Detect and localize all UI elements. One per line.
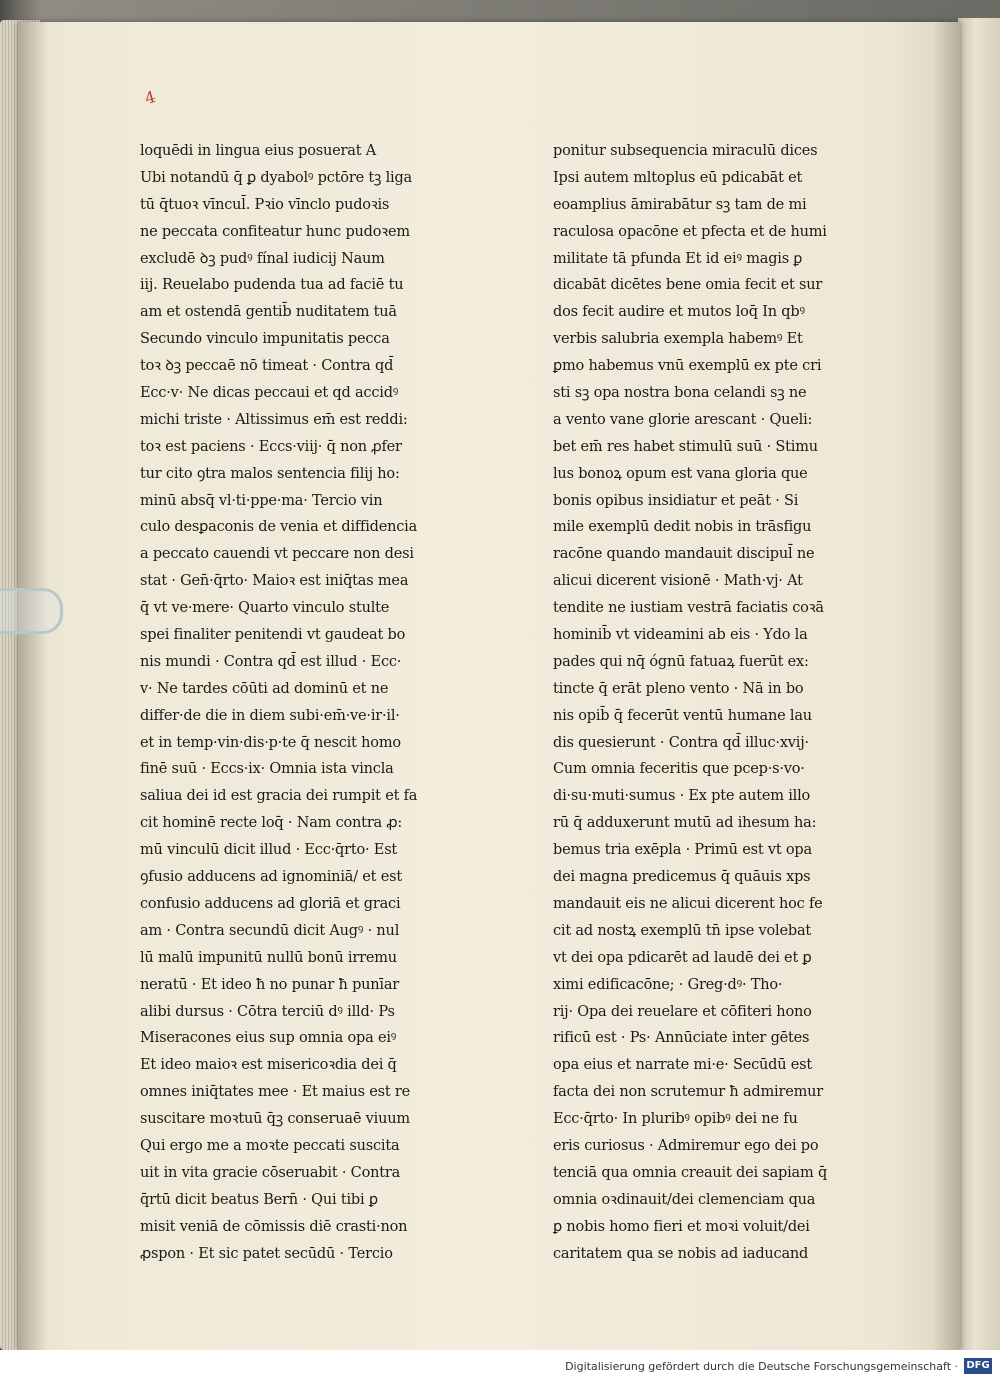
text-line: tendite ne iustiam vestrā faciatis coꝛā <box>553 600 824 617</box>
text-line: michi triste · Altissimus em̄ est reddi: <box>140 411 408 428</box>
text-line: vt dei opa pdicarēt ad laudē dei et ꝑ <box>553 949 812 966</box>
text-line: q̄ vt ve·mere· Quarto vinculo stulte <box>140 600 390 617</box>
text-line: eris curiosus · Admiremur ego dei po <box>553 1137 819 1154</box>
text-line: a peccato cauendi vt peccare non desi <box>140 546 414 563</box>
text-line: misit veniā de cōmissis diē crasti·non <box>140 1218 408 1235</box>
text-line: facta dei non scrutemur ħ admiremur <box>553 1084 824 1101</box>
text-line: mū vinculū dicit illud · Ecc·q̄rto· Est <box>140 842 398 859</box>
left-text-column <box>140 138 470 1267</box>
text-line: am et ostendā gentib̄ nuditatem tuā <box>140 304 397 321</box>
text-line: pades qui nq̄ ógnū fatuaꝝ fuerūt ex: <box>553 653 809 670</box>
text-line: Cum omnia feceritis que pcep·s·vo· <box>553 761 805 778</box>
text-line: Et ideo maioꝛ est misericoꝛdia dei q̄ <box>140 1057 397 1074</box>
text-line: loquēdi in lingua eius posuerat A <box>140 143 377 159</box>
text-line: eoamplius āmirabātur sꝫ tam de mi <box>553 196 807 213</box>
text-line: dos fecit audire et mutos loq̄ In qbꝰ <box>553 304 805 321</box>
text-line: q̄rtū dicit beatus Bern̄ · Qui tibi ꝑ <box>140 1191 378 1208</box>
text-line: bonis opibus insidiatur et peāt · Si <box>553 492 799 509</box>
paper-clip <box>0 588 63 634</box>
text-line: mandauit eis ne alicui dicerent hoc fe <box>553 895 823 912</box>
text-line: nis mundi · Contra qd̄ est illud · Ecc· <box>140 653 402 670</box>
text-line: omnia oꝛdinauit/dei clemenciam qua <box>553 1191 816 1208</box>
text-line: tenciā qua omnia creauit dei sapiam q̄ <box>553 1164 828 1181</box>
text-line: stat · Gen̄·q̄rto· Maioꝛ est iniq̄tas mea <box>140 573 409 590</box>
text-line: tū q̄tuoꝛ vīncul̄. Pꝛio vīnclo pudoꝛis <box>140 196 390 213</box>
text-line: toꝛ ꝺꝫ peccaē nō timeat · Contra qd̄ <box>140 358 394 375</box>
text-line: omnes iniq̄tates mee · Et maius est re <box>140 1084 411 1101</box>
text-line: bemus tria exēpla · Primū est vt opa <box>553 842 812 859</box>
text-line: opa eius et narrate mi·e· Secūdū est <box>553 1057 813 1074</box>
text-line: sti sꝫ opa nostra bona celandi sꝫ ne <box>553 385 807 402</box>
text-line: Miseracones eius sup omnia opa eiꝰ <box>140 1030 397 1047</box>
text-line: rij· Opa dei reuelare et cōfiteri hono <box>553 1003 812 1020</box>
text-line: caritatem qua se nobis ad iaducand <box>553 1245 809 1262</box>
text-line: finē suū · Eccs·ix· Omnia ista vincla <box>140 761 394 778</box>
text-line: raculosa opacōne et pfecta et de humi <box>553 223 827 240</box>
text-line: ponitur subsequencia miraculū dices <box>553 143 818 159</box>
text-line: Ecc·v· Ne dicas peccaui et qd accidꝰ <box>140 385 399 402</box>
text-line: mile exemplū dedit nobis in trāsfigu <box>553 519 812 536</box>
folio-mark: 4 <box>142 87 158 108</box>
text-line: iij. Reuelabo pudenda tua ad faciē tu <box>140 277 404 294</box>
text-line: nis opib̄ q̄ fecerūt ventū humane lau <box>553 707 812 724</box>
text-line: Ecc·q̄rto· In pluribꝰ opibꝰ dei ne fu <box>553 1111 798 1128</box>
text-line: di·su·muti·sumus · Ex pte autem illo <box>553 788 811 805</box>
text-line: Ipsi autem mltoplus eū pdicabāt et <box>553 169 803 186</box>
text-line: dis quesierunt · Contra qd̄ illuc·xvij· <box>553 734 809 751</box>
text-line: ꝑ nobis homo fieri et moꝛi voluit/dei <box>553 1218 810 1235</box>
text-line: dicabāt dicētes bene omia fecit et sur <box>553 277 823 294</box>
text-line: minū absq̄ vl·ti·ppe·ma· Tercio vin <box>140 492 383 509</box>
text-line: tincte q̄ erāt pleno vento · Nā in bo <box>553 680 804 697</box>
text-line: ximi edificacōne; · Greg·dꝰ· Tho· <box>553 976 783 993</box>
text-line: ne peccata confiteatur hunc pudoꝛem <box>140 223 410 240</box>
text-line: confusio adducens ad gloriā et graci <box>140 895 401 912</box>
text-line: rificū est · Ps· Annūciate inter gētes <box>553 1030 810 1047</box>
text-line: differ·de die in diem subi·em̄·ve·ir·il· <box>140 707 400 724</box>
text-line: saliua dei id est gracia dei rumpit et fa <box>140 788 418 805</box>
text-line: alicui dicerent visionē · Math·vj· At <box>553 573 803 590</box>
text-line: spei finaliter penitendi vt gaudeat bo <box>140 627 406 644</box>
text-line: ꝯfusio adducens ad ignominiā/ et est <box>140 869 402 886</box>
text-line: suscitare moꝛtuū q̄ꝫ conseruaē viuum <box>140 1111 410 1128</box>
text-line: alibi dursus · Cōtra terciū dꝰ illd· Ps <box>140 1003 395 1020</box>
right-text-column <box>553 138 883 1267</box>
text-line: Qui ergo me a moꝛte peccati suscita <box>140 1137 400 1154</box>
text-line: a vento vane glorie arescant · Queli: <box>553 411 813 428</box>
text-line: lū malū impunitū nullū bonū irremu <box>140 949 397 966</box>
text-line: ꝓspon · Et sic patet secūdū · Tercio <box>140 1245 393 1262</box>
text-line: excludē ꝺꝫ pudꝰ fínal iudicij Naum <box>140 250 385 267</box>
text-line: v· Ne tardes cōūti ad dominū et ne <box>140 680 389 697</box>
text-line: neratū · Et ideo ħ no punar ħ punīar <box>140 976 400 993</box>
text-line: cit hominē recte loq̄ · Nam contra ꝓ: <box>140 815 403 832</box>
gutter-shadow <box>18 22 48 1350</box>
text-line: toꝛ est paciens · Eccs·viij· q̄ non ꝓfer <box>140 438 402 455</box>
text-line: culo desꝑaconis de venia et diffidencia <box>140 519 418 536</box>
page-right-edge <box>932 22 960 1350</box>
footer-bar <box>0 1350 1000 1386</box>
text-line: rū q̄ adduxerunt mutū ad ihesum ha: <box>553 815 817 832</box>
text-line: militate tā pfunda Et id eiꝰ magis ꝑ <box>553 250 803 267</box>
text-line: ꝑmo habemus vnū exemplū ex pte cri <box>553 358 822 375</box>
text-line: uit in vita gracie cōseruabit · Contra <box>140 1164 401 1181</box>
dfg-logo-icon: DFG <box>964 1358 992 1374</box>
text-line: cit ad nostꝝ exemplū tn̄ ipse volebat <box>553 922 812 939</box>
text-line: et in temp·vin·dis·p·te q̄ nescit homo <box>140 734 401 751</box>
footer-credit: Digitalisierung gefördert durch die Deutsche Forschungsgemeinschaft · <box>565 1360 958 1373</box>
text-line: tur cito ꝯtra malos sentencia filij ho: <box>140 465 400 482</box>
text-line: Ubi notandū q̄ ꝑ dyabolꝰ pctōre tꝫ liga <box>140 169 413 186</box>
text-line: bet em̄ res habet stimulū suū · Stimu <box>553 438 818 455</box>
text-line: racōne quando mandauit discipul̄ ne <box>553 546 815 563</box>
facing-page-edge <box>958 18 1000 1350</box>
text-line: hominib̄ vt videamini ab eis · Ydo la <box>553 627 808 644</box>
text-line: am · Contra secundū dicit Augꝰ · nul <box>140 922 400 939</box>
text-line: dei magna predicemus q̄ quāuis xps <box>553 869 811 886</box>
text-line: lus bonoꝝ opum est vana gloria que <box>553 465 808 482</box>
text-line: verbis salubria exempla habemꝰ Et <box>553 331 803 348</box>
text-line: Secundo vinculo impunitatis pecca <box>140 331 390 348</box>
